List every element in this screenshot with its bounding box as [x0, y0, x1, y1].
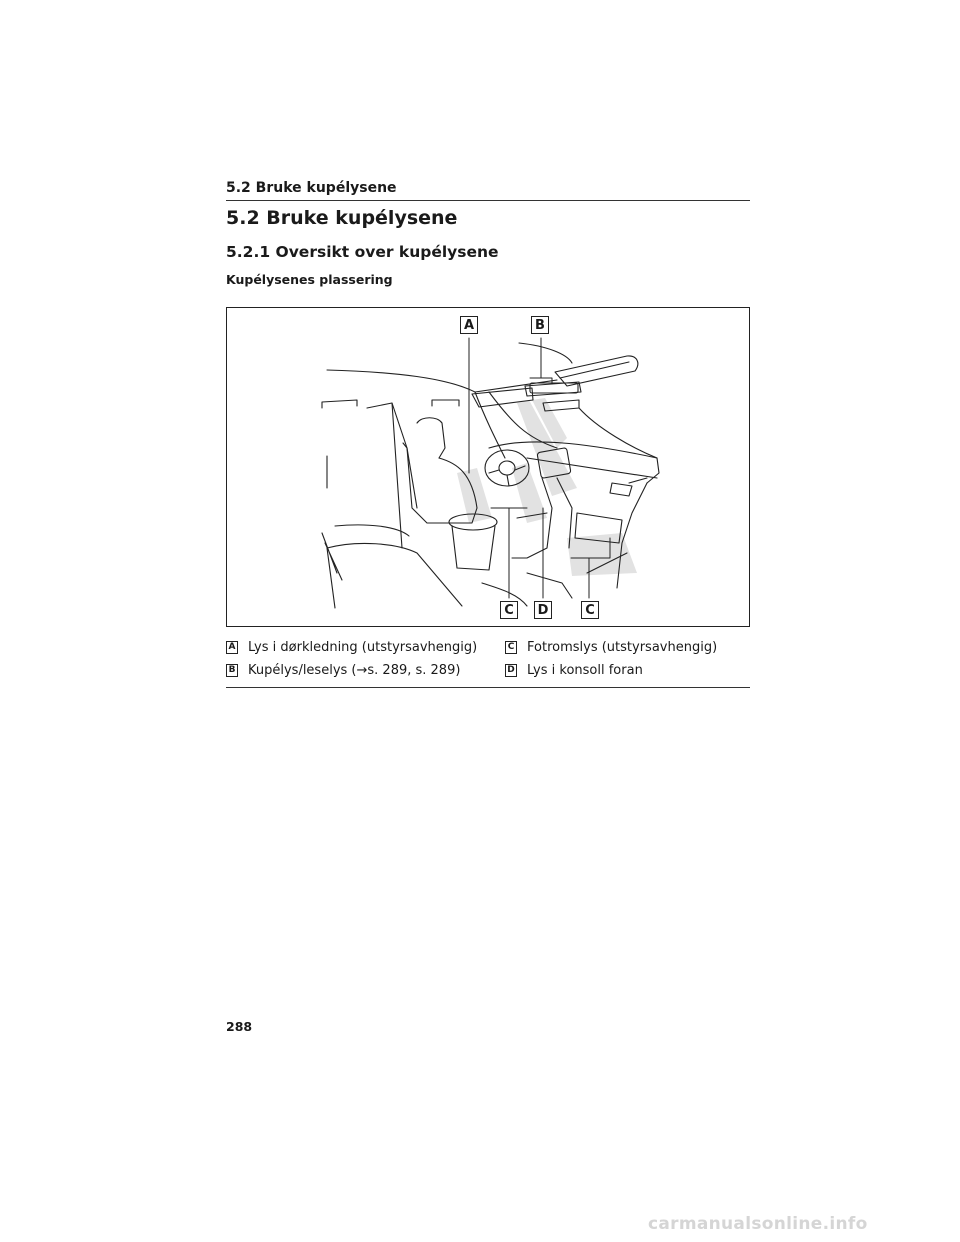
running-header: 5.2 Bruke kupélysene: [226, 180, 750, 201]
legend-item: [505, 659, 765, 682]
legend-item: [505, 636, 765, 659]
legend-item: [226, 636, 486, 659]
legend-text: Lys i dørkledning (utstyrsavhengig): [248, 640, 478, 655]
callout-b: B: [531, 316, 549, 334]
legend-right: [505, 636, 765, 682]
legend-text: Lys i konsoll foran: [527, 663, 643, 678]
callout-c-right: C: [581, 601, 599, 619]
callout-c-left: C: [500, 601, 518, 619]
callout-a: A: [460, 316, 478, 334]
legend-letter: D: [505, 664, 517, 677]
section-divider: [226, 687, 750, 688]
subheading: Kupélysenes plassering: [226, 272, 393, 287]
callout-d: D: [534, 601, 552, 619]
legend-letter: A: [226, 641, 238, 654]
interior-lights-illustration: [226, 307, 750, 627]
watermark: carmanualsonline.info: [648, 1214, 868, 1234]
legend-item: [226, 659, 486, 682]
legend-text: Kupélys/leselys (→s. 289, s. 289): [248, 663, 461, 678]
car-interior-drawing: [227, 308, 749, 626]
page-number: 288: [226, 1019, 253, 1034]
legend-letter: C: [505, 641, 517, 654]
subsection-title: 5.2.1 Oversikt over kupélysene: [226, 243, 499, 261]
legend-text: Fotromslys (utstyrsavhengig): [527, 640, 718, 655]
section-title: 5.2 Bruke kupélysene: [226, 207, 458, 229]
legend-letter: B: [226, 664, 238, 677]
legend-left: [226, 636, 486, 682]
